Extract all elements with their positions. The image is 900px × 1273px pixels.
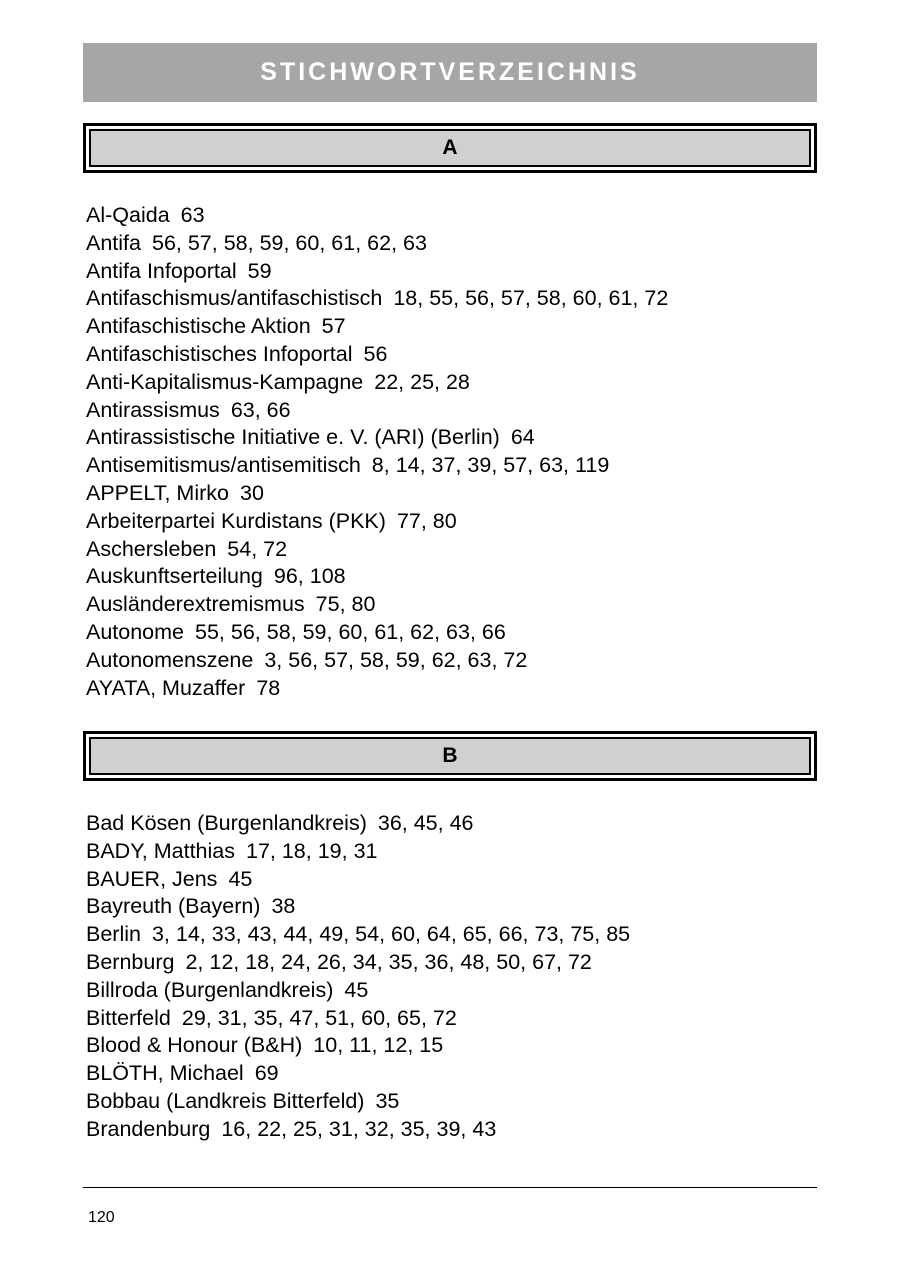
index-term: Bobbau (Landkreis Bitterfeld) [86, 1088, 365, 1113]
index-pages: 77, 80 [396, 508, 457, 533]
index-list-b [86, 810, 630, 1144]
index-entry [86, 285, 668, 313]
index-pages: 29, 31, 35, 47, 51, 60, 65, 72 [181, 1005, 457, 1030]
index-entry [86, 949, 630, 977]
index-term: Berlin [86, 922, 141, 947]
index-entry [86, 838, 630, 866]
index-entry [86, 397, 668, 425]
index-pages: 17, 18, 19, 31 [245, 838, 378, 863]
index-entry [86, 977, 630, 1005]
index-pages: 45 [228, 866, 253, 891]
index-entry [86, 1060, 630, 1088]
index-entry [86, 675, 668, 703]
index-pages: 36, 45, 46 [377, 811, 474, 835]
section-header-inner [89, 129, 811, 167]
index-pages: 78 [256, 675, 281, 700]
index-term: APPELT, Mirko [86, 480, 229, 505]
page-number: 120 [88, 1209, 115, 1226]
index-term: Ausländerextremismus [86, 592, 305, 617]
index-entry [86, 1005, 630, 1033]
index-pages: 22, 25, 28 [374, 369, 470, 394]
page-title: STICHWORTVERZEICHNIS [260, 58, 640, 86]
index-pages: 38 [271, 894, 296, 919]
index-entry [86, 452, 668, 480]
index-entry [86, 893, 630, 921]
index-entry [86, 508, 668, 536]
section-letter: A [442, 136, 458, 159]
index-term: BAUER, Jens [86, 866, 218, 891]
index-pages: 30 [239, 480, 264, 505]
index-term: Bitterfeld [86, 1005, 171, 1030]
index-pages: 64 [510, 425, 535, 450]
section-header-b [83, 731, 817, 781]
index-entry [86, 647, 668, 675]
index-entry [86, 369, 668, 397]
index-entry [86, 313, 668, 341]
index-pages: 16, 22, 25, 31, 32, 35, 39, 43 [221, 1116, 497, 1141]
index-pages: 63 [180, 203, 205, 227]
index-pages: 54, 72 [227, 536, 288, 561]
section-header-inner [89, 737, 811, 775]
index-pages: 56, 57, 58, 59, 60, 61, 62, 63 [151, 230, 427, 255]
index-entry [86, 563, 668, 591]
index-term: BADY, Matthias [86, 838, 235, 863]
index-pages: 35 [375, 1088, 400, 1113]
index-term: AYATA, Muzaffer [86, 675, 246, 700]
index-term: Antirassismus [86, 397, 220, 422]
index-term: Antifa [86, 230, 141, 255]
index-entry [86, 866, 630, 894]
index-entry [86, 424, 668, 452]
index-term: Antirassistische Initiative e. V. (ARI) (Berlin) [86, 425, 500, 450]
index-term: Antifaschismus/antifaschistisch [86, 286, 383, 311]
index-entry [86, 619, 668, 647]
index-pages: 59 [247, 258, 272, 283]
index-entry [86, 1032, 630, 1060]
footer-divider [83, 1187, 817, 1188]
index-entry [86, 1088, 630, 1116]
section-header-a [83, 123, 817, 173]
index-list-a [86, 202, 668, 702]
index-term: Bayreuth (Bayern) [86, 894, 261, 919]
index-term: Antifa Infoportal [86, 258, 237, 283]
index-term: Bernburg [86, 949, 175, 974]
index-entry [86, 810, 630, 838]
index-term: Autonomenszene [86, 647, 254, 672]
index-entry [86, 202, 668, 230]
index-entry [86, 1116, 630, 1144]
index-term: Autonome [86, 619, 185, 644]
index-entry [86, 258, 668, 286]
index-pages: 45 [344, 977, 369, 1002]
index-term: Brandenburg [86, 1116, 211, 1141]
index-entry [86, 921, 630, 949]
index-term: Antifaschistische Aktion [86, 314, 311, 339]
index-pages: 56 [363, 341, 388, 366]
index-term: BLÖTH, Michael [86, 1061, 244, 1086]
index-pages: 63, 66 [230, 397, 291, 422]
index-term: Al-Qaida [86, 203, 170, 227]
index-term: Anti-Kapitalismus-Kampagne [86, 369, 364, 394]
index-term: Antifaschistisches Infoportal [86, 341, 353, 366]
index-term: Blood & Honour (B&H) [86, 1033, 303, 1058]
index-term: Antisemitismus/antisemitisch [86, 453, 361, 478]
index-term: Arbeiterpartei Kurdistans (PKK) [86, 508, 386, 533]
index-term: Aschersleben [86, 536, 217, 561]
index-pages: 3, 56, 57, 58, 59, 62, 63, 72 [264, 647, 528, 672]
index-pages: 75, 80 [315, 592, 376, 617]
index-pages: 18, 55, 56, 57, 58, 60, 61, 72 [393, 286, 669, 311]
index-entry [86, 341, 668, 369]
index-entry [86, 480, 668, 508]
section-letter: B [442, 744, 458, 767]
index-term: Bad Kösen (Burgenlandkreis) [86, 811, 367, 835]
index-pages: 2, 12, 18, 24, 26, 34, 35, 36, 48, 50, 67, 72 [185, 949, 592, 974]
index-entry [86, 591, 668, 619]
index-pages: 96, 108 [273, 564, 346, 589]
index-pages: 3, 14, 33, 43, 44, 49, 54, 60, 64, 65, 66, 73, 75, 85 [151, 922, 631, 947]
index-term: Auskunftserteilung [86, 564, 263, 589]
index-pages: 10, 11, 12, 15 [313, 1033, 444, 1058]
index-pages: 69 [254, 1061, 279, 1086]
index-pages: 8, 14, 37, 39, 57, 63, 119 [371, 453, 610, 478]
index-term: Billroda (Burgenlandkreis) [86, 977, 334, 1002]
index-pages: 55, 56, 58, 59, 60, 61, 62, 63, 66 [195, 619, 506, 644]
index-entry [86, 536, 668, 564]
index-pages: 57 [321, 314, 346, 339]
page-title-banner [83, 43, 817, 102]
index-entry [86, 230, 668, 258]
